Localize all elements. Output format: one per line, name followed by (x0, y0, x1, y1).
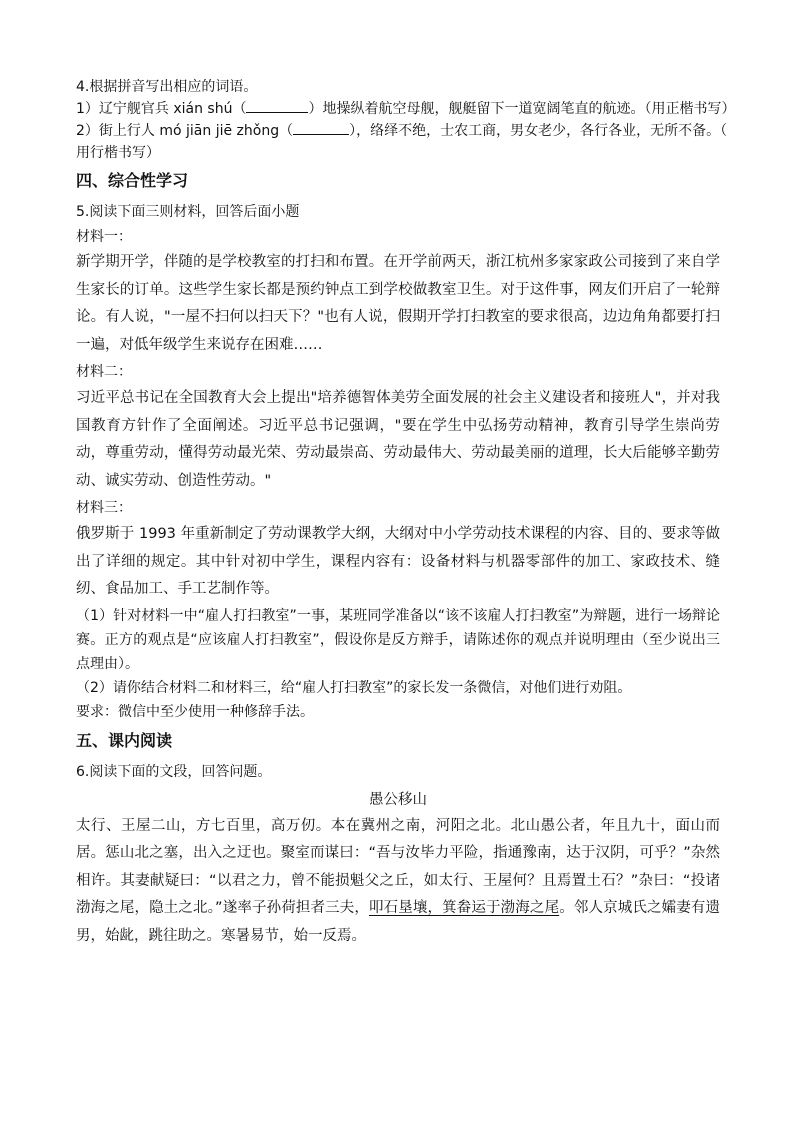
sub-question-1: （1）针对材料一中“雇人打扫教室”一事，某班同学准备以“该不该雇人打扫教室”为辩题，进行一场辩论赛。正方的观点是“应该雇人打扫教室”，假设你是反方辩手，请陈述你的观点并说明理由（至少说出三点理由）。 (76, 607, 720, 672)
underlined-sentence: 叩石垦壤，箕畚运于渤海之尾 (369, 900, 560, 916)
passage-text (76, 813, 720, 951)
passage-title: 愚公移山 (369, 791, 427, 808)
item-1-prefix: 1）辽宁舰官兵 xián shú（ (76, 101, 247, 117)
sub-question-2: （2）请你结合材料二和材料三，给“雇人打扫教室”的家长发一条微信，对他们进行劝阻。 (76, 679, 632, 696)
section-4-heading: 四、综合性学习 (76, 171, 189, 190)
material-3-text: 俄罗斯于 1993 年重新制定了劳动课教学大纲，大纲对中小学劳动技术课程的内容、目的、要求等做出了详细的规定。其中针对初中学生，课程内容有：设备材料与机器零部件的加工、家政技术、缝纫、食品加工、手工艺制作等。 (76, 526, 720, 597)
question-6-title: 6.阅读下面的文段，回答问题。 (76, 763, 272, 780)
material-3-label: 材料三： (76, 500, 132, 516)
passage-part-b: 。邻人京城氏之孀妻有遗男，始龀，跳往助之。寒暑易节，始一反焉。 (76, 900, 721, 944)
answer-blank-2[interactable] (293, 120, 349, 135)
material-1-text: 新学期开学，伴随的是学校教室的打扫和布置。在开学前两天，浙江杭州多家家政公司接到了来自学生家长的订单。这些学生家长都是预约钟点工到学校做教室卫生。对于这件事，网友们开启了一轮辩论。有人说，"一屋不扫何以扫天下？"也有人说，假期开学打扫教室的要求很高，边边角角都要打扫一遍，对低年级学生来说存在困难…… (76, 254, 720, 353)
document-page (76, 76, 736, 950)
material-2-text: 习近平总书记在全国教育大会上提出"培养德智体美劳全面发展的社会主义建设者和接班人"，并对我国教育方针作了全面阐述。习近平总书记强调，"要在学生中弘扬劳动精神，教育引导学生崇尚劳动，尊重劳动，懂得劳动最光荣、劳动最崇高、劳动最伟大、劳动最美丽的道理，长大后能够辛勤劳动、诚实劳动、创造性劳动。" (76, 390, 720, 489)
item-1-suffix: ）地操纵着航空母舰，舰艇留下一道宽阔笔直的航迹。（用正楷书写） (308, 101, 736, 117)
question-4-item-2 (76, 120, 728, 142)
material-1-label: 材料一： (76, 229, 132, 245)
question-4-item-1 (76, 98, 736, 120)
requirement: 要求：微信中至少使用一种修辞手法。 (76, 703, 314, 720)
item-2-suffix: ），络绎不绝，士农工商，男女老少，各行各业，无所不备。（ (349, 123, 728, 139)
question-4-item-2-continued: 用行楷书写） (76, 145, 160, 161)
item-2-prefix: 2）街上行人 mó jiān jiē zhǒng（ (76, 123, 294, 139)
section-5-heading: 五、课内阅读 (76, 730, 173, 750)
question-5-title: 5.阅读下面三则材料，回答后面小题 (76, 204, 300, 220)
question-4-title: 4.根据拼音写出相应的词语。 (76, 79, 258, 95)
material-2-label: 材料二： (76, 364, 132, 380)
answer-blank-1[interactable] (246, 98, 308, 113)
passage-part-a: 太行、王屋二山，方七百里，高万仞。本在冀州之南，河阳之北。北山愚公者，年且九十，面山而居。惩山北之塞，出入之迂也。聚室而谋曰：“吾与汝毕力平险，指通豫南，达于汉阴，可乎？”杂然相许。其妻献疑曰：“以君之力，曾不能损魁父之丘，如太行、王屋何？且焉置土石？”杂曰：“投诸渤海之尾，隐土之北。”遂率子孙荷担者三夫， (76, 817, 720, 916)
